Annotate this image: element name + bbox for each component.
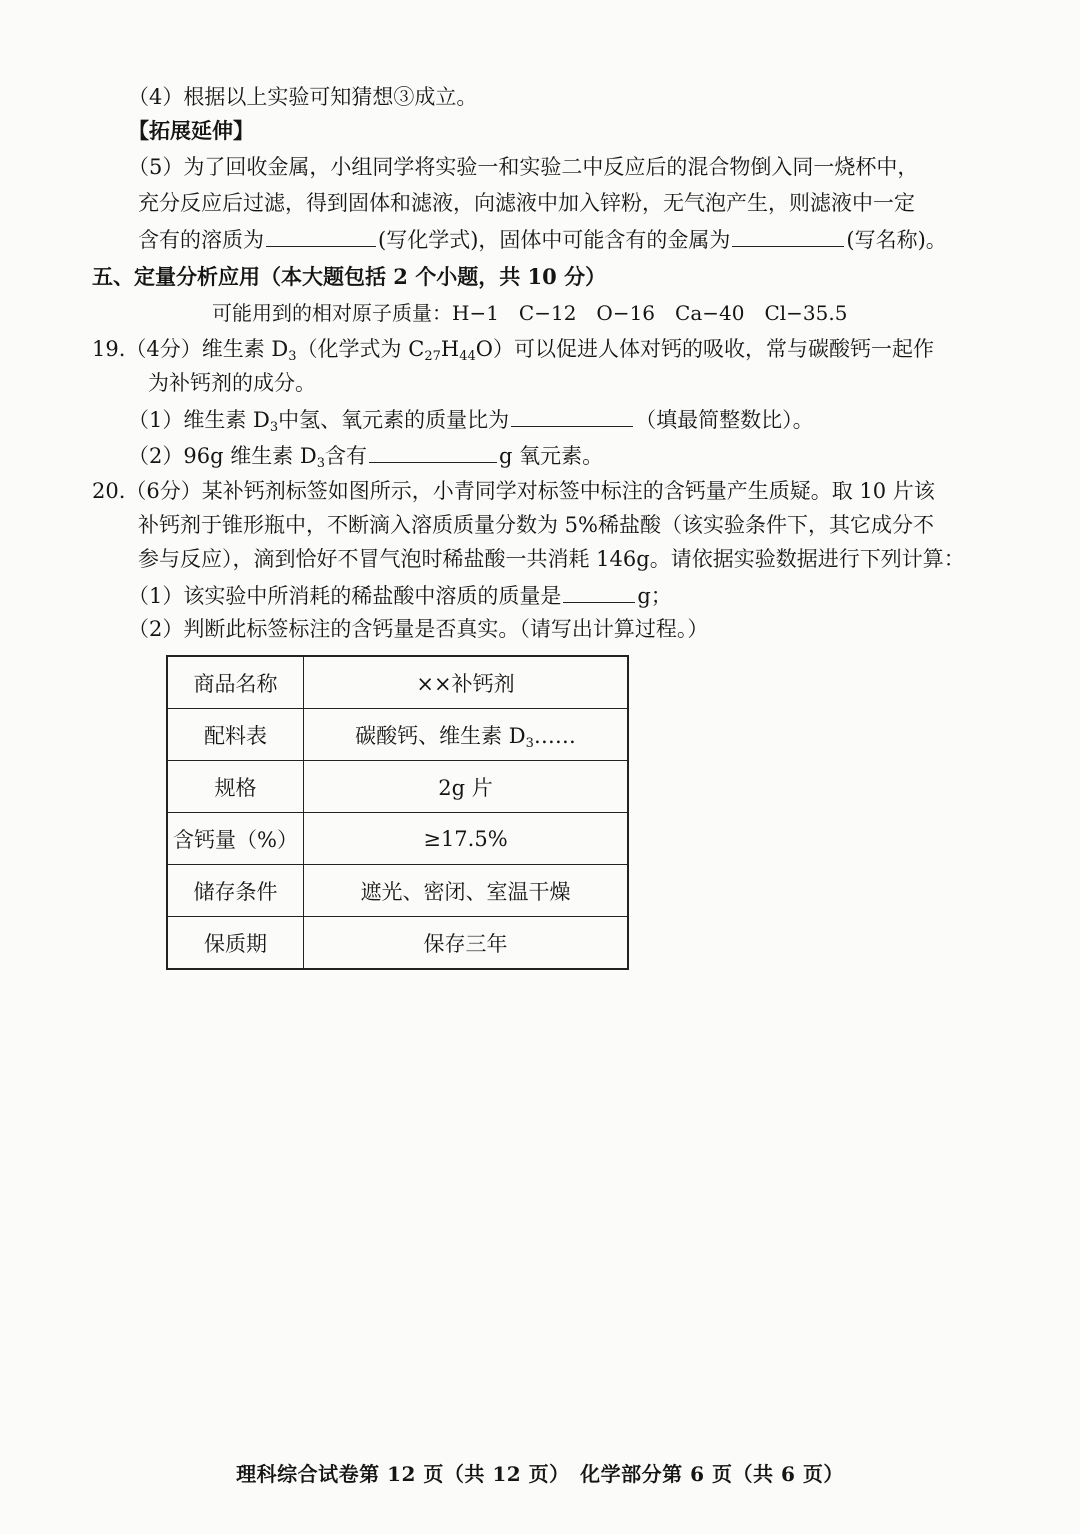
atomic-masses: 可能用到的相对原子质量：H−1 C−12 O−16 Ca−40 Cl−35.5 (212, 301, 848, 325)
q20-p1-a: （1）该实验中所消耗的稀盐酸中溶质的质量是 (128, 584, 562, 608)
q5-line3-a: 含有的溶质为 (138, 228, 264, 252)
table-value: ≥17.5% (304, 813, 629, 865)
q19-p1-sub: 3 (269, 420, 279, 435)
page-footer: 理科综合试卷第 12 页（共 12 页） 化学部分第 6 页（共 6 页） (236, 1462, 844, 1486)
q5-line1: （5）为了回收金属，小组同学将实验一和实验二中反应后的混合物倒入同一烧杯中， (128, 155, 919, 179)
table-value: 保存三年 (304, 917, 629, 970)
extension-header: 【拓展延伸】 (128, 118, 254, 143)
table-key: 储存条件 (167, 865, 304, 917)
table-row (167, 865, 628, 917)
answer-blank-mass-ratio[interactable] (511, 404, 633, 427)
q19-sub-c: 44 (459, 349, 476, 364)
table-row (167, 761, 628, 813)
table-value-b: …… (533, 723, 576, 748)
q20-line2: 补钙剂于锥形瓶中，不断滴入溶质质量分数为 5%稀盐酸（该实验条件下，其它成分不 (138, 513, 934, 537)
table-value-a: 碳酸钙、维生素 D (355, 723, 526, 748)
q20-line1: 20.（6分）某补钙剂标签如图所示，小青同学对标签中标注的含钙量产生质疑。取 10 片该 (92, 479, 935, 503)
table-row (167, 917, 628, 970)
table-key: 商品名称 (167, 656, 304, 709)
q19-p2-c: g 氧元素。 (499, 444, 604, 468)
q19-part1 (128, 404, 814, 435)
table-row (167, 813, 628, 865)
q19-sub-a: 3 (288, 349, 297, 364)
q20-line3: 参与反应），滴到恰好不冒气泡时稀盐酸一共消耗 146g。请依据实验数据进行下列计算： (138, 547, 965, 571)
q19-line1-b: （化学式为 C (296, 337, 425, 361)
table-value: 2g 片 (304, 761, 629, 813)
supplement-label-table (166, 655, 629, 970)
table-key: 规格 (167, 761, 304, 813)
q19-line1-c: H (440, 337, 460, 361)
q19-line1-d: O）可以促进人体对钙的吸收，常与碳酸钙一起作 (475, 337, 934, 361)
table-key: 保质期 (167, 917, 304, 970)
q19-p1-b: 中氢、氧元素的质量比为 (278, 408, 510, 432)
q5-line3-b: (写化学式)，固体中可能含有的金属为 (378, 228, 731, 252)
answer-blank-hcl-mass[interactable] (563, 580, 635, 603)
table-row (167, 709, 628, 761)
q20-p1-b: g； (637, 584, 672, 608)
table-value: 遮光、密闭、室温干燥 (304, 865, 629, 917)
table-value: ××补钙剂 (304, 656, 629, 709)
table-row (167, 656, 628, 709)
q19-line1-a: 19.（4分）维生素 D (92, 337, 289, 361)
table-key: 含钙量（%） (167, 813, 304, 865)
section5-title: 五、定量分析应用（本大题包括 2 个小题，共 10 分） (92, 264, 607, 289)
q19-p1-c: （填最简整数比）。 (635, 408, 814, 432)
q19-p1-a: （1）维生素 D (128, 408, 270, 432)
q19-line2: 为补钙剂的成分。 (148, 371, 316, 395)
q20-part2: （2）判断此标签标注的含钙量是否真实。（请写出计算过程。） (128, 617, 709, 641)
q4-text: （4）根据以上实验可知猜想③成立。 (128, 85, 478, 109)
q19-line1 (92, 334, 934, 364)
table-key: 配料表 (167, 709, 304, 761)
answer-blank-oxygen-mass[interactable] (369, 440, 497, 463)
q5-line2: 充分反应后过滤，得到固体和滤液，向滤液中加入锌粉，无气泡产生，则滤液中一定 (138, 191, 915, 215)
answer-blank-solute[interactable] (266, 224, 376, 247)
answer-blank-metal[interactable] (732, 224, 844, 247)
q19-p2-sub: 3 (316, 456, 325, 471)
q19-part2 (128, 440, 603, 471)
q19-p2-b: 含有 (325, 444, 367, 468)
q19-p2-a: （2）96g 维生素 D (128, 444, 317, 468)
q19-sub-b: 27 (424, 349, 441, 364)
table-value-sub: 3 (525, 735, 534, 751)
q20-part1 (128, 580, 672, 611)
q5-line3-c: (写名称)。 (846, 228, 947, 252)
q5-line3 (138, 224, 947, 255)
table-value (304, 709, 629, 761)
